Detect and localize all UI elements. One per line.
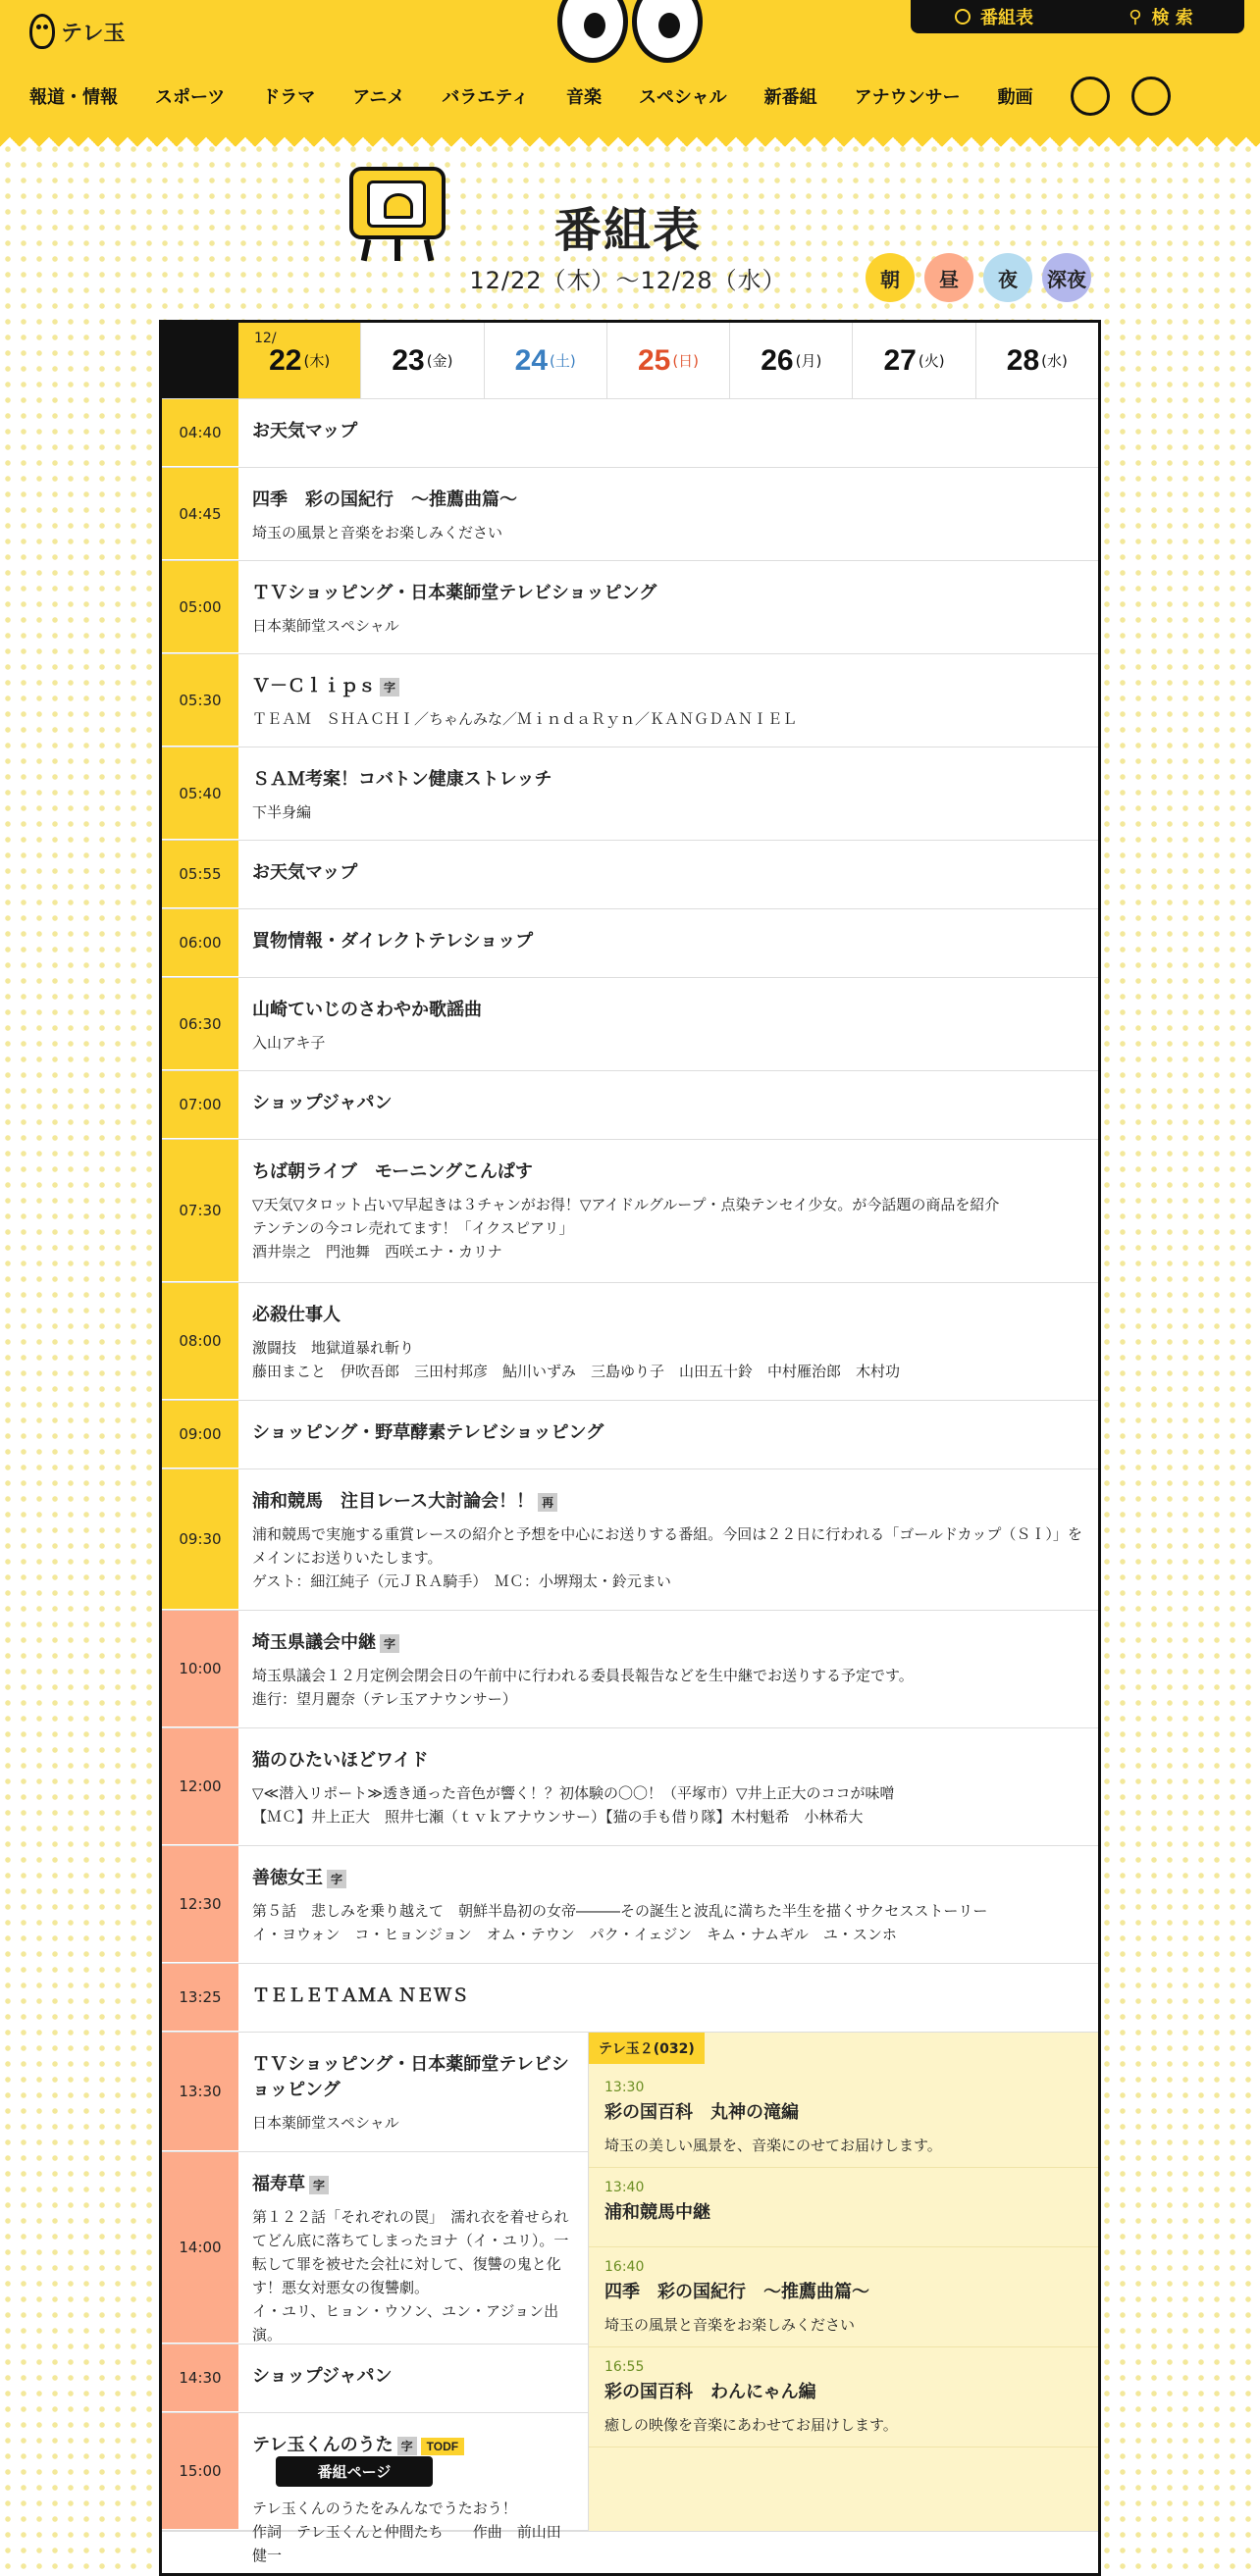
top-utility-bar <box>911 0 1244 33</box>
program-title: ＳＡＭ考案！コバトン健康ストレッチ <box>252 769 552 789</box>
program-desc: テレ玉くんのうたをみんなでうたおう！ <box>252 2499 517 2517</box>
program-row <box>162 2152 588 2344</box>
day-tab-23[interactable] <box>361 323 484 398</box>
logo-text: テレ玉 <box>61 21 126 46</box>
nav-item-9[interactable]: 動画 <box>997 87 1033 108</box>
program-desc: 埼玉の風景と音楽をお楽しみください <box>252 524 503 541</box>
program-cell[interactable] <box>238 1283 1098 1400</box>
split-section <box>162 2033 1098 2564</box>
day-weekday: (土) <box>550 352 576 370</box>
program-title: ＴＥＬＥＴＡＭＡ ＮＥＷＳ <box>252 1985 469 2005</box>
program-desc: 下半身編 <box>252 803 312 821</box>
program-title: 浦和競馬 注目レース大討論会！！ 再 <box>252 1487 1084 1513</box>
program-row <box>162 1728 1098 1846</box>
program-row <box>162 1964 1098 2033</box>
tele2-time: 16:40 <box>604 2259 645 2275</box>
day-tab-25[interactable] <box>607 323 730 398</box>
program-title: 善徳女王 字 <box>252 1864 1084 1889</box>
time-cell: 13:30 <box>162 2033 238 2151</box>
program-desc: 作詞 テレ玉くんと仲間たち 作曲 前山田健一 <box>252 2523 561 2564</box>
program-cell[interactable] <box>238 2344 588 2412</box>
program-row <box>162 2413 588 2564</box>
day-number: 23 <box>392 343 425 377</box>
time-cell: 06:30 <box>162 978 238 1070</box>
program-cell[interactable] <box>238 2152 588 2344</box>
mascot-eyes <box>557 0 703 63</box>
nav-item-7[interactable]: 新番組 <box>763 87 817 108</box>
tele2-program[interactable] <box>589 2068 1098 2168</box>
main-nav <box>29 77 1192 116</box>
program-title: 埼玉県議会中継 字 <box>252 1628 1084 1654</box>
program-title: ショップジャパン <box>252 1093 393 1112</box>
program-desc: 【ＭＣ】井上正大 照井七瀬（ｔｖｋアナウンサー）【猫の手も借り隊】木村魁希 小林希大 <box>252 1808 864 1826</box>
day-weekday: (金) <box>426 352 453 370</box>
tele2-label: テレ玉２(032) <box>589 2033 705 2064</box>
day-weekday: (日) <box>672 352 700 370</box>
day-number: 22 <box>269 343 302 377</box>
date-range: 12/22（木）〜12/28（水） <box>469 267 787 294</box>
program-desc: 第１２２話「それぞれの罠」 濡れ衣を着せられてどん底に落ちてしまったヨナ（イ・ユリ）。一転して罪を被せた会社に対して、復讐の鬼と化す！悪女対悪女の復讐劇。 <box>252 2208 569 2296</box>
program-cell[interactable] <box>238 2413 588 2564</box>
tele2-desc: 埼玉の風景と音楽をお楽しみください <box>604 2316 856 2334</box>
program-title: 猫のひたいほどワイド <box>252 1750 429 1770</box>
subtitle-badge: 再 <box>538 1493 557 1512</box>
day-weekday: (火) <box>918 352 945 370</box>
tele2-title: 四季 彩の国紀行 ～推薦曲篇～ <box>604 2282 869 2302</box>
program-desc: 藤田まこと 伊吹吾郎 三田村邦彦 鮎川いずみ 三島ゆり子 山田五十鈴 中村雁治郎 木村功 <box>252 1363 901 1380</box>
time-cell: 09:30 <box>162 1469 238 1610</box>
time-cell: 14:30 <box>162 2344 238 2412</box>
header-zigzag <box>0 128 1260 147</box>
todf-badge: TODF <box>421 2438 464 2455</box>
program-row <box>162 1401 1098 1469</box>
tele2-column <box>589 2033 1098 2531</box>
program-cell[interactable] <box>238 1728 1098 1845</box>
program-cell[interactable] <box>238 909 1098 977</box>
program-page-button[interactable]: 番組ページ <box>276 2456 433 2487</box>
program-row <box>162 1283 1098 1401</box>
program-title: 福寿草 字 <box>252 2170 574 2195</box>
program-row <box>162 1469 1098 1611</box>
program-row <box>162 1611 1098 1728</box>
program-row <box>162 2033 588 2152</box>
day-month: 12/ <box>254 331 277 346</box>
program-desc: 日本薬師堂スペシャル <box>252 617 399 635</box>
nav-item-4[interactable]: バラエティ <box>442 87 529 108</box>
tele2-time: 13:40 <box>604 2180 645 2195</box>
time-cell: 09:00 <box>162 1401 238 1468</box>
program-cell[interactable] <box>238 399 1098 467</box>
tele2-title: 彩の国百科 丸神の滝編 <box>604 2102 799 2123</box>
program-desc: 酒井崇之 門池舞 西咲エナ・カリナ <box>252 1243 502 1261</box>
program-title: ショップジャパン <box>252 2366 393 2386</box>
program-title: テレ玉くんのうた 字 TODF番組ページ <box>252 2431 574 2487</box>
subtitle-badge: 字 <box>380 678 399 696</box>
program-title: 買物情報・ダイレクトテレショップ <box>252 931 534 951</box>
program-cell[interactable] <box>238 468 1098 560</box>
program-cell[interactable] <box>238 978 1098 1070</box>
search-label: 検 索 <box>1151 8 1193 28</box>
program-desc: 浦和競馬で実施する重賞レースの紹介と予想を中心にお送りする番組。今回は２２日に行われる「ゴールドカップ（ＳＩ）」をメインにお送りいたします。 <box>252 1525 1082 1567</box>
program-row <box>162 2344 588 2413</box>
tele2-program[interactable] <box>589 2247 1098 2347</box>
time-of-day-buttons <box>866 253 1091 302</box>
program-desc: ゲスト：細江純子（元ＪＲＡ騎手） ＭＣ：小堺翔太・鈴元まい <box>252 1572 671 1590</box>
program-desc: 入山アキ子 <box>252 1034 326 1052</box>
program-cell[interactable] <box>238 1469 1098 1610</box>
subtitle-badge: 字 <box>309 2176 329 2194</box>
program-cell[interactable] <box>238 1964 1098 2032</box>
day-tab-28[interactable] <box>976 323 1098 398</box>
nav-item-3[interactable]: アニメ <box>352 87 405 108</box>
program-title: Ｖ－Ｃｌｉｐｓ 字 <box>252 672 1084 697</box>
program-title: お天気マップ <box>252 421 358 440</box>
subtitle-badge: 字 <box>380 1634 399 1653</box>
program-row <box>162 1071 1098 1140</box>
day-tab-26[interactable] <box>730 323 853 398</box>
tele2-program[interactable] <box>589 2168 1098 2247</box>
day-weekday: (木) <box>303 352 331 370</box>
program-row <box>162 909 1098 978</box>
program-cell[interactable] <box>238 841 1098 908</box>
program-title: ショッピング・野草酵素テレビショッピング <box>252 1422 604 1442</box>
tele2-title: 彩の国百科 わんにゃん編 <box>604 2382 816 2402</box>
tele2-desc: 埼玉の美しい風景を、音楽にのせてお届けします。 <box>604 2137 942 2154</box>
program-title: ＴＶショッピング・日本薬師堂テレビショッピング <box>252 2054 569 2099</box>
time-cell: 05:55 <box>162 841 238 908</box>
program-cell[interactable] <box>238 2033 588 2151</box>
subtitle-badge: 字 <box>397 2437 417 2455</box>
nav-item-2[interactable]: ドラマ <box>262 87 316 108</box>
program-cell[interactable] <box>238 654 1098 747</box>
time-cell: 06:00 <box>162 909 238 977</box>
corner-cell <box>162 323 238 398</box>
time-cell: 12:00 <box>162 1728 238 1845</box>
program-desc: テンテンの今コレ売れてます！「イクスピアリ」 <box>252 1219 574 1237</box>
program-row <box>162 468 1098 561</box>
program-row <box>162 978 1098 1071</box>
program-title: 必殺仕事人 <box>252 1305 341 1324</box>
day-number: 26 <box>761 343 794 377</box>
program-desc: 第５話 悲しみを乗り越えて 朝鮮半島初の女帝―――その誕生と波乱に満ちた半生を描くサクセスストーリー <box>252 1902 988 1920</box>
day-number: 28 <box>1006 343 1040 377</box>
day-tab-27[interactable] <box>853 323 975 398</box>
day-number: 25 <box>637 343 671 377</box>
program-cell[interactable] <box>238 1071 1098 1139</box>
program-desc: ▽天気▽タロット占い▽早起きは３チャンがお得！▽アイドルグループ・点染テンセイ少女。が今話題の商品を紹介 <box>252 1196 1000 1213</box>
tele-animal-icon[interactable] <box>1131 77 1171 116</box>
program-cell[interactable] <box>238 1140 1098 1282</box>
tod-button-2[interactable]: 夜 <box>983 253 1032 302</box>
program-row <box>162 399 1098 468</box>
day-tab-22[interactable] <box>238 323 361 398</box>
program-cell[interactable] <box>238 1846 1098 1963</box>
day-header-row <box>162 323 1098 399</box>
program-desc: イ・ヨウォン コ・ヒョンジョン オム・テウン パク・イェジン キム・ナムギル ユ・スンホ <box>252 1926 897 1943</box>
time-cell: 13:25 <box>162 1964 238 2032</box>
program-row <box>162 1846 1098 1964</box>
program-cell[interactable] <box>238 1611 1098 1727</box>
program-cell[interactable] <box>238 561 1098 653</box>
day-number: 27 <box>883 343 917 377</box>
program-row <box>162 654 1098 747</box>
tele2-title: 浦和競馬中継 <box>604 2202 710 2223</box>
program-title: ＴＶショッピング・日本薬師堂テレビショッピング <box>252 583 657 602</box>
time-cell: 05:00 <box>162 561 238 653</box>
program-desc: 埼玉県議会１２月定例会閉会日の午前中に行われる委員長報告などを生中継でお送りする予定です。 <box>252 1667 914 1684</box>
program-row <box>162 561 1098 654</box>
tele2-time: 16:55 <box>604 2359 645 2375</box>
time-cell: 12:30 <box>162 1846 238 1963</box>
time-cell: 07:00 <box>162 1071 238 1139</box>
clock-icon <box>955 9 971 25</box>
tod-button-3[interactable]: 深夜 <box>1042 253 1091 302</box>
program-title: ちば朝ライブ モーニングこんぱす <box>252 1161 533 1181</box>
program-desc: 激闘技 地獄道暴れ斬り <box>252 1339 415 1357</box>
day-weekday: (月) <box>795 352 822 370</box>
program-row <box>162 1140 1098 1283</box>
search-icon: ⚲ <box>1129 6 1142 27</box>
nav-item-8[interactable]: アナウンサー <box>854 87 961 108</box>
tod-button-0[interactable]: 朝 <box>866 253 915 302</box>
program-desc: 進行：望月麗奈（テレ玉アナウンサー） <box>252 1690 517 1708</box>
guide-button[interactable] <box>911 0 1077 33</box>
program-title: お天気マップ <box>252 862 358 882</box>
day-number: 24 <box>514 343 549 377</box>
nav-item-0[interactable]: 報道・情報 <box>29 87 118 108</box>
guide-label: 番組表 <box>980 8 1033 28</box>
nav-item-6[interactable]: スペシャル <box>638 87 727 108</box>
time-cell: 15:00 <box>162 2413 238 2530</box>
subtitle-badge: 字 <box>327 1870 346 1888</box>
tele-kun-icon[interactable] <box>1071 77 1110 116</box>
day-tab-24[interactable] <box>485 323 607 398</box>
day-weekday: (水) <box>1041 352 1068 370</box>
time-cell: 10:00 <box>162 1611 238 1727</box>
site-logo[interactable] <box>29 14 126 49</box>
tod-button-1[interactable]: 昼 <box>924 253 973 302</box>
nav-item-1[interactable]: スポーツ <box>155 87 226 108</box>
time-cell: 08:00 <box>162 1283 238 1400</box>
time-cell: 05:30 <box>162 654 238 747</box>
nav-item-5[interactable]: 音楽 <box>565 87 602 108</box>
page-title: 番組表 <box>553 203 702 258</box>
tele2-program[interactable] <box>589 2347 1098 2447</box>
program-cell[interactable] <box>238 1401 1098 1468</box>
program-title: 四季 彩の国紀行 ～推薦曲篇～ <box>252 489 517 509</box>
time-cell: 04:45 <box>162 468 238 560</box>
program-desc: ▽≪潜入リポート≫透き通った音色が響く！？初体験の〇〇！（平塚市）▽井上正大のココが味噌 <box>252 1784 895 1802</box>
search-button[interactable] <box>1077 0 1244 33</box>
program-desc: 日本薬師堂スペシャル <box>252 2114 399 2132</box>
program-row <box>162 841 1098 909</box>
time-cell: 07:30 <box>162 1140 238 1282</box>
tele2-desc: 癒しの映像を音楽にあわせてお届けします。 <box>604 2416 898 2434</box>
tele2-time: 13:30 <box>604 2080 645 2095</box>
program-title: 山崎ていじのさわやか歌謡曲 <box>252 1000 482 1019</box>
time-cell: 04:40 <box>162 399 238 467</box>
time-cell: 14:00 <box>162 2152 238 2344</box>
program-row <box>162 747 1098 841</box>
program-desc: ＴＥＡＭ ＳＨＡＣＨＩ／ちゃんみな／ＭｉｎｄａＲｙｎ／ＫＡＮＧＤＡＮＩＥＬ <box>252 710 798 728</box>
time-cell: 05:40 <box>162 747 238 840</box>
program-cell[interactable] <box>238 747 1098 840</box>
site-header <box>0 0 1260 128</box>
chick-icon <box>29 14 55 49</box>
schedule-grid <box>159 320 1101 2576</box>
program-desc: イ・ユリ、ヒョン・ウソン、ユン・アジョン出演。 <box>252 2302 559 2344</box>
